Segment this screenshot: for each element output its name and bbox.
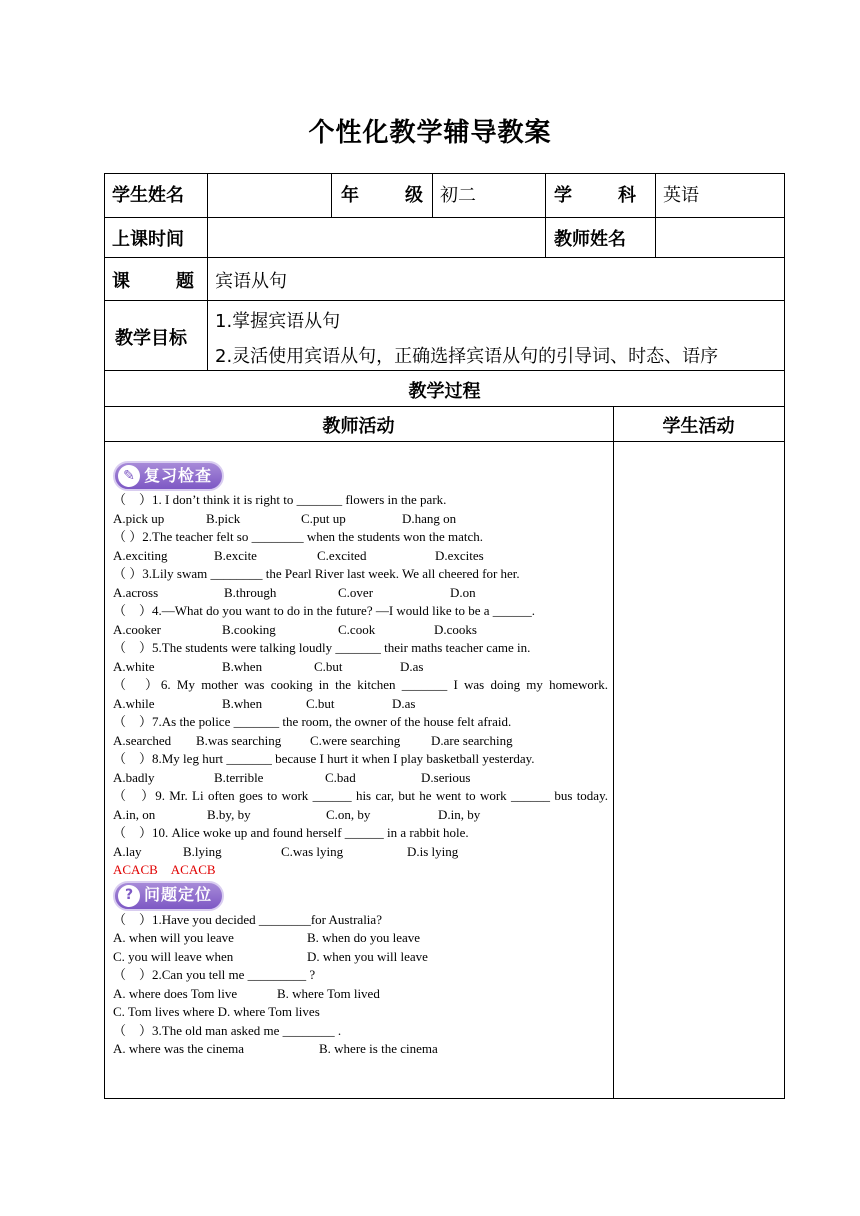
review-question-3: （ ）3.Lily swam ________ the Pearl River last week. We all cheered for her. A.across B.through C.over D.on <box>113 566 520 600</box>
review-question-5: （ ）5.The students were talking loudly _______ their maths teacher came in. A.white B.when C.but D.as <box>113 640 531 674</box>
topic-value: 宾语从句 <box>215 271 287 292</box>
problem-question-2: （ ）2.Can you tell me _________ ? A. where does Tom live B. where Tom lived C. Tom lives where D. where Tom lives <box>113 967 380 1019</box>
process-title: 教学过程 <box>408 381 481 402</box>
review-answers: ACACB ACACB <box>113 862 216 877</box>
review-question-6: （ ）6. My mother was cooking in the kitchen _______ I was doing my homework. A.while B.when C.but D.as <box>113 677 608 711</box>
review-question-9: （ ）9. Mr. Li often goes to work ______ his car, but he went to work ______ bus today. A.in, on B.by, by C.on, by D.in, by <box>113 788 608 822</box>
teacher-activity-content <box>113 460 608 1059</box>
review-question-2: （ ）2.The teacher felt so ________ when the students won the match. A.exciting B.excite C.excited D.excites <box>113 529 484 563</box>
teacher-name-label: 教师姓名 <box>554 229 626 250</box>
grade-value: 初二 <box>440 185 476 206</box>
problem-banner: ? 问题定位 <box>113 881 224 911</box>
class-time-label: 上课时间 <box>112 229 184 250</box>
review-question-10: （ ）10. Alice woke up and found herself ______ in a rabbit hole. A.lay B.lying C.was lying D.is lying <box>113 825 469 859</box>
subject-label: 学 科 <box>554 185 636 206</box>
review-question-7: （ ）7.As the police _______ the room, the owner of the house felt afraid. A.searched B.was searching C.were searching D.are searching <box>113 714 513 748</box>
problem-question-1: （ ）1.Have you decided ________for Australia? A. when will you leave B. when do you leave C. you will leave when D. when you will leave <box>113 911 428 964</box>
review-banner: ✎ 复习检查 <box>113 461 224 491</box>
student-name-label: 学生姓名 <box>112 185 184 206</box>
review-question-4: （ ）4.—What do you want to do in the future? —I would like to be a ______. A.cooker B.cooking C.cook D.cooks <box>113 603 536 637</box>
topic-label: 课 题 <box>112 271 194 292</box>
subject-value: 英语 <box>663 185 699 206</box>
objective-1: 1.掌握宾语从句 <box>215 311 341 332</box>
student-activity-header: 学生活动 <box>662 416 735 437</box>
grade-label: 年 级 <box>341 185 423 206</box>
teacher-activity-header: 教师活动 <box>322 416 395 437</box>
review-question-8: （ ）8.My leg hurt _______ because I hurt it when I play basketball yesterday. A.badly B.terrible C.bad D.serious <box>113 751 535 785</box>
objective-label: 教学目标 <box>115 328 187 349</box>
question-icon: ? <box>118 885 140 907</box>
problem-question-3: （ ）3.The old man asked me ________ . A. where was the cinema B. where is the cinema <box>113 1022 438 1056</box>
review-question-1: （ ）1. I don’t think it is right to _______ flowers in the park. A.pick up B.pick C.put up D.hang on <box>113 492 457 526</box>
page-title: 个性化教学辅导教案 <box>308 118 552 148</box>
objective-2: 2.灵活使用宾语从句，正确选择宾语从句的引导词、时态、语序 <box>215 346 719 367</box>
clipboard-icon: ✎ <box>118 465 140 487</box>
